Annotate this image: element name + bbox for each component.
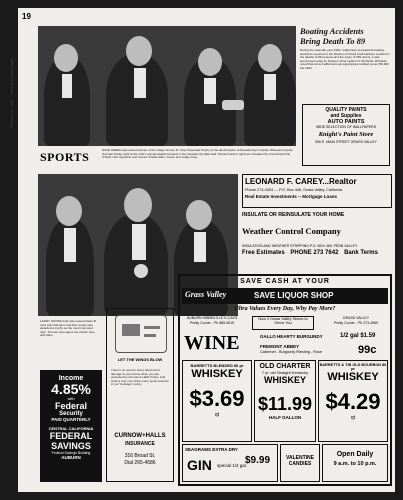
old-charter-label: OLD CHARTER	[259, 363, 311, 370]
barretts-price: $3.69	[189, 386, 245, 411]
weather-bottom-line	[242, 250, 392, 256]
quality-paints-ad	[302, 104, 390, 166]
boating-article	[300, 26, 392, 104]
barretts-box	[182, 360, 252, 442]
page-number: 19	[22, 12, 31, 21]
wind-cartoon-icon	[115, 315, 167, 353]
bb-price: $4.29	[325, 389, 381, 414]
weather-control-ad	[242, 212, 392, 270]
bb-qt: qt	[350, 415, 356, 421]
income-name: Federal	[54, 401, 87, 411]
liquor-brand: Grass Valley	[185, 290, 227, 299]
liquor-banner	[182, 288, 388, 304]
income-label: Income	[58, 375, 84, 382]
old-charter-sub: 7 yr. old Straight Kentucky	[261, 370, 309, 375]
gin-price: $9.99	[245, 455, 271, 466]
paints-footer: 906 E. MAIN STREET GRASS VALLEY	[315, 140, 377, 144]
income-bank1: CENTRAL CALIFORNIA	[48, 426, 94, 431]
liquor-shop: SAVE LIQUOR SHOP	[254, 291, 334, 300]
hours-box	[322, 444, 388, 482]
old-charter-whiskey: WHISKEY	[263, 375, 306, 385]
trophy-icon	[222, 100, 244, 110]
gin-seagrams: SEAGRAMS EXTRA DRY	[185, 447, 238, 452]
carey-name: LEONARD F. CAREY...Realtor	[245, 177, 357, 186]
barretts-whiskey: WHISKEY	[191, 368, 243, 380]
weather-small: INSULATION AND WEATHER STRIPPING P.O. BOX 465, PENN VALLEY	[242, 244, 358, 248]
paints-line1: QUALITY PAINTS	[325, 107, 367, 113]
curnow-addr: 316 Broad St.	[124, 453, 156, 459]
bb-label: BARRETTS & T/B OLD BOURBON 86 pr	[319, 363, 387, 371]
open-hours: 9 a.m. to 10 p.m.	[333, 461, 377, 467]
paints-store: Knight's Paint Store	[318, 131, 374, 138]
income-bank2: FEDERAL	[49, 431, 93, 441]
barretts-qt: qt	[214, 412, 220, 418]
income-building: Federal Savings Building	[51, 451, 91, 455]
newspaper-page	[10, 8, 395, 492]
carey-contact: Phone 273-4304 --- P.O. Box 446, Grass Valley, California	[245, 188, 343, 192]
liquor-fremont-sub: Cabernet - Burgundy Riesling - Rose	[260, 350, 323, 354]
gin-box	[182, 444, 278, 482]
curnow-cartoon-caption: LET THE WINDS BLOW	[117, 357, 163, 362]
boating-body: During the calendar year 1964, California's recreational boating accidents reported to the Division of Small Craft Harbors resulted in the deaths of 89 persons and the injury of 359 others, it was announced today by Division Chief Lawton R. Richards. Richards noted that since California boat registrations totalled some 363,000 the 1964	[300, 49, 390, 70]
gin-special: special 1/2 gal.	[217, 463, 248, 468]
carey-line: Real Estate Investments -- Mortgage Loans	[245, 194, 338, 199]
curnow-halls-ad	[106, 308, 174, 482]
liquor-tagline: Ultra Values Every Day, Why Pay More?	[234, 306, 336, 312]
federal-savings-ad	[40, 370, 102, 482]
liquor-save: SAVE CASH AT YOUR	[240, 278, 330, 285]
liquor-shop-ad	[178, 274, 392, 486]
income-city: AUBURN	[61, 455, 81, 460]
income-paid: PAID QUARTERLY	[51, 417, 91, 422]
gin-label: GIN	[187, 457, 212, 473]
sports-caption-2: LARRY HOOSE (left) was named Class B trout trial champion and Dan Jones was awarded a trophy as the most improved rider. The two teen-agers are shown here with Allen.	[40, 320, 96, 338]
carey-realtor-ad	[242, 174, 392, 208]
curnow-name: CURNOW+HALLS	[114, 433, 166, 439]
boating-title-1: Boating Accidents	[300, 26, 364, 36]
liquor-gallo-price: 1/2 gal $1.59	[340, 333, 376, 339]
bb-whiskey: WHISKEY	[327, 371, 379, 383]
open-daily: Open Daily	[336, 451, 374, 458]
paints-line3: AUTO PAINTS	[327, 119, 365, 125]
weather-estimates: Free Estimates	[242, 250, 285, 256]
curnow-phone: Dial 265-4586	[124, 460, 156, 466]
paints-line2: and Supplies	[330, 113, 362, 119]
paints-line4: WIDE SELECTION OF WALLPAPERS	[315, 125, 377, 129]
bb-box	[318, 360, 388, 442]
curnow-sub: INSURANCE	[125, 441, 155, 447]
old-charter-box	[254, 360, 316, 442]
barretts-label: BARRETTS BLENDED 86 pr	[190, 363, 244, 368]
boating-title-2: Bring Death To 89	[300, 36, 366, 46]
income-bank3: SAVINGS	[51, 441, 91, 451]
weather-headline: INSULATE OR REINSULATE YOUR HOME	[242, 212, 345, 218]
liquor-gallo: GALLO HEARTY BURGUNDY	[260, 334, 323, 339]
weather-phone: PHONE 273 7642	[290, 250, 339, 256]
weather-company: Weather Control Company	[242, 226, 341, 236]
liquor-now3: Now 3 Grass Valley Stores to Serve You	[252, 316, 314, 330]
liquor-fremont-price: 99c	[358, 344, 377, 356]
weather-terms: Bank Terms	[344, 250, 378, 256]
sports-caption-1: DAVE GREEN was named winner of the Judge Vernon R. Gray Perpetual Trophy at the all-champion of Nevada City's Golden Wheelers bicycle club last Friday night at the club's annual awards banquet in the Nevada City Elks Hall. Pictured (left to right) are Nevada City Councilman Pat O'Neill, club organizer and mentor Charlie Allen, Green and Judge Gray.	[102, 149, 293, 160]
liquor-gv-phone: Pretty Corner - Ph 273-4969	[334, 321, 378, 325]
spine-text: February 11, 1965 ... Nevada County Nugget ...	[10, 54, 14, 128]
valentine-candies: VALENTINE CANDIES	[280, 444, 320, 482]
trophy-cup-icon	[134, 264, 148, 278]
income-rate: 4.85%	[51, 381, 91, 397]
old-charter-half: HALF GALLON	[268, 415, 302, 420]
liquor-gv: GRASS VALLEY	[342, 316, 370, 320]
award-photo	[38, 26, 296, 146]
liquor-wine: WINE	[184, 332, 240, 354]
liquor-fremont: FREMONT ABBEY	[260, 344, 300, 349]
liquor-auburn: AUBURN HIBBEA ILLE E-CAVS	[186, 316, 238, 320]
income-on: with	[67, 396, 75, 401]
curnow-body: There's no need to worry about wind damage to your home when you are protected by Curnow & Halls' Policy. And wind is only one of the many perils covered in our "package" policy.	[111, 369, 169, 387]
old-charter-price: $11.99	[257, 394, 313, 414]
liquor-auburn-phone: Pretty Corner - Ph 885-0815	[190, 321, 234, 325]
sports-header: SPORTS	[40, 150, 90, 164]
income-line: Security	[59, 411, 83, 417]
